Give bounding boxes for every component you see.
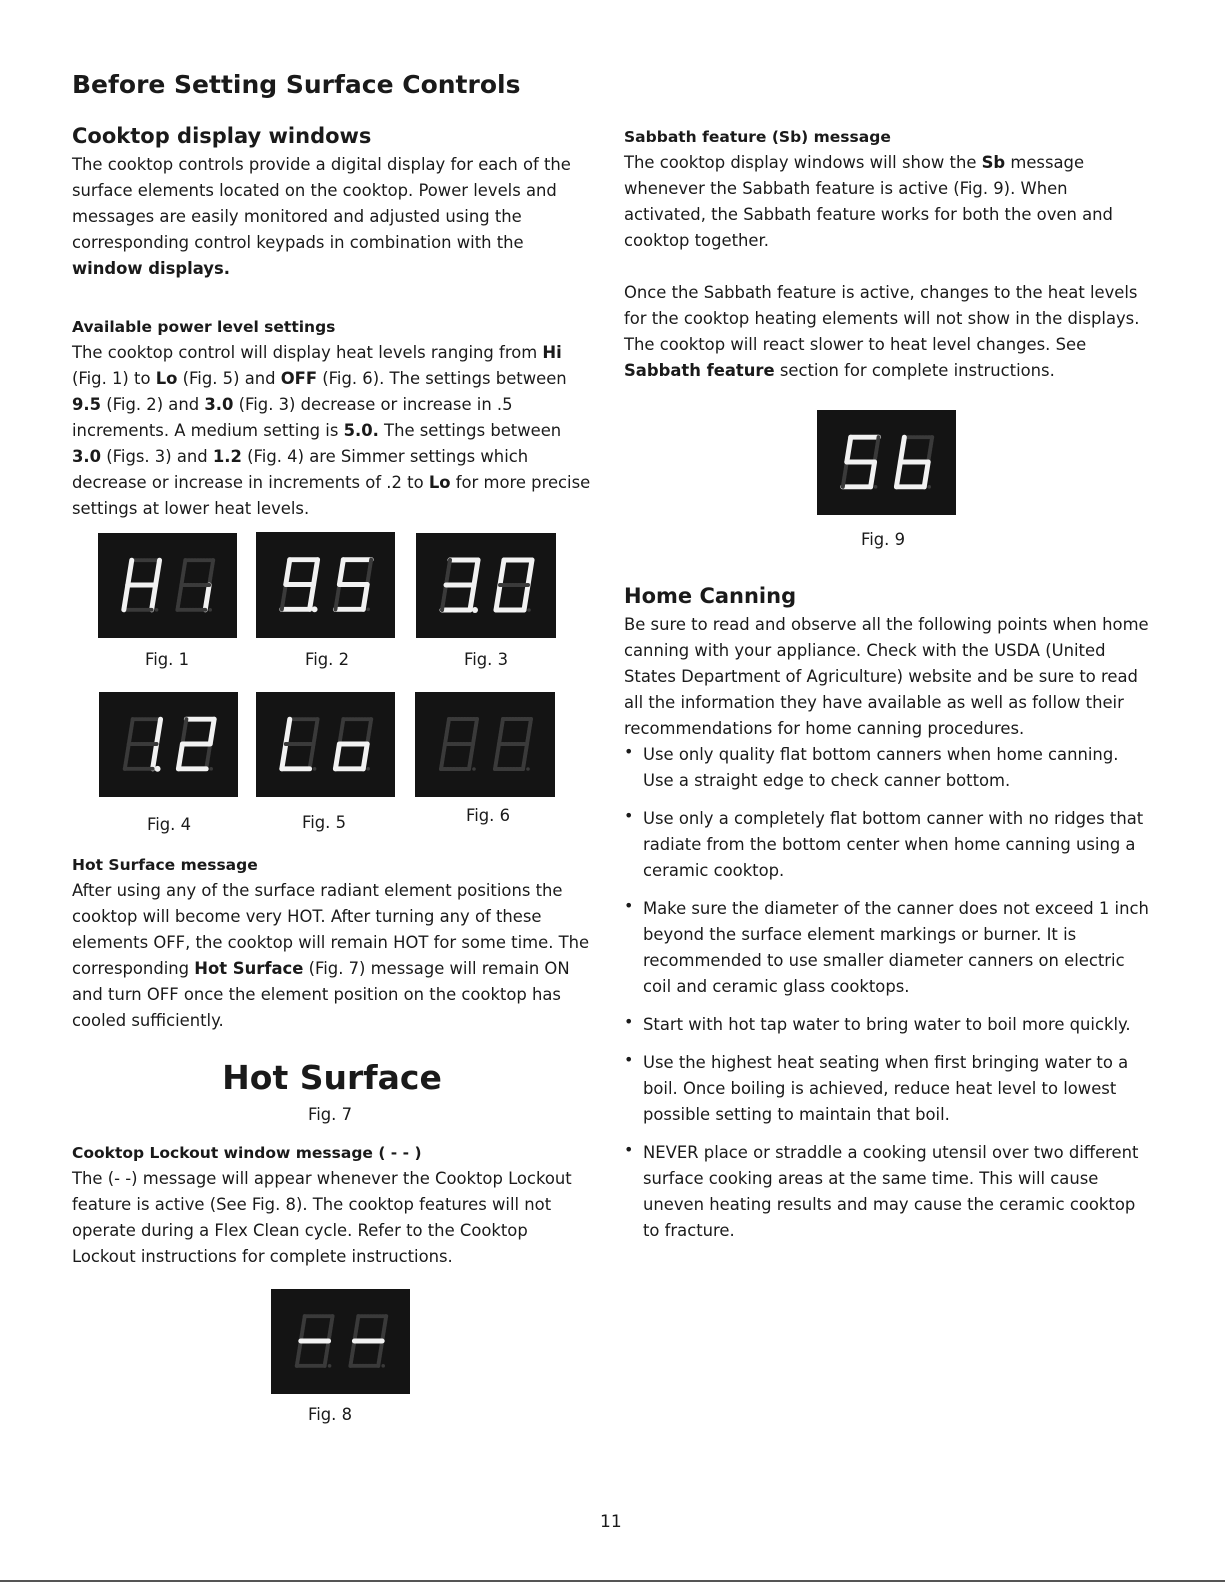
display-fig1 [98,533,237,638]
segment [152,585,156,610]
segment [495,744,499,769]
segment [339,719,343,744]
power-level-heading: Available power level settings [72,318,336,336]
segment [445,719,449,744]
canning-bullet [624,1140,1154,1244]
cooktop-display-text: The cooktop controls provide a digital display for each of the surface elements located on the cooktop. Power levels and messages are easily monitored and adjusted using the corresponding control keypads in combination with the window displays. [72,155,571,278]
segment [871,462,875,487]
segment [446,560,450,585]
decimal-dot [313,767,317,771]
sabbath-section [624,124,1154,384]
display-fig8 [271,1289,410,1394]
hot-surface-heading: Hot Surface message [72,856,258,874]
segment [339,560,343,585]
seven-segment-readout [271,1289,410,1394]
segment [896,462,900,487]
segment [367,560,371,585]
segment [329,1316,333,1341]
decimal-dot [155,766,161,772]
segment [367,719,371,744]
segment [382,1316,386,1341]
segment [156,560,160,585]
segment [282,744,286,769]
segment [473,719,477,744]
canning-bullet-text: Make sure the diameter of the canner does not exceed 1 inch beyond the surface element markings or burner. It is recommended to use smaller diameter canners on electric coil and ceramic glass cooktops. [643,899,1149,996]
segment [441,744,445,769]
sabbath-text-2: Once the Sabbath feature is active, changes to the heat levels for the cooktop heating elements will not show in the displays. The cooktop will react slower to heat level changes. See Sabbath feature section for complete instructions. [624,283,1140,380]
display-fig3 [416,533,556,638]
lockout-section [72,1140,592,1270]
seven-segment-readout [415,692,555,797]
segment [500,560,504,585]
fig4-caption: Fig. 4 [146,815,192,834]
segment [527,719,531,744]
canning-bullet [624,896,1154,1000]
seven-segment-readout [416,533,556,638]
power-level-section [72,314,592,522]
segment [286,560,290,585]
segment [354,1316,358,1341]
segment [182,719,186,744]
segment [350,1341,354,1366]
segment [301,1316,305,1341]
segment [496,585,500,610]
decimal-dot [526,767,530,771]
display-fig4 [99,692,238,797]
seven-segment-readout [256,692,395,797]
bullet-icon: • [624,896,634,915]
canning-bullet-text: Use the highest heat seating when first bringing water to a boil. Once boiling is achieved, reduce heat level to lowest possible setting to maintain that boil. [643,1053,1129,1124]
fig6-caption: Fig. 6 [465,806,511,825]
segment [335,585,339,610]
segment [181,560,185,585]
segment [282,585,286,610]
segment [209,560,213,585]
hot-surface-text: After using any of the surface radiant element positions the cooktop will become very HOT. After turning any of these elements OFF, the cooktop will remain HOT for some time. The corresponding Hot Surface (Fig. 7) message will remain ON and turn OFF once the element position on the cooktop has cooled sufficiently. [72,881,590,1030]
home-canning-heading: Home Canning [624,584,797,608]
segment [286,719,290,744]
seven-segment-readout [98,533,237,638]
segment [843,462,847,487]
bullet-icon: • [624,1140,634,1159]
decimal-dot [874,485,878,489]
segment [875,437,879,462]
cooktop-display-heading: Cooktop display windows [72,124,372,148]
sabbath-text-1: The cooktop display windows will show the Sb message whenever the Sabbath feature is active (Fig. 9). When activated, the Sabbath feature works for both the oven and cooktop together. [624,153,1113,250]
segment [900,437,904,462]
canning-bullet-text: NEVER place or straddle a cooking utensil over two different surface cooking areas at the same time. This will cause uneven heating results and may cause the ceramic cooktop to fracture. [643,1143,1139,1240]
fig3-caption: Fig. 3 [463,650,509,669]
fig7-caption: Fig. 7 [307,1105,353,1124]
segment [128,560,132,585]
segment [314,560,318,585]
segment [314,719,318,744]
segment [378,1341,382,1366]
segment [177,585,181,610]
segment [206,744,210,769]
seven-segment-readout [256,532,395,638]
segment [442,585,446,610]
decimal-dot [366,767,370,771]
power-level-text: The cooktop control will display heat levels ranging from Hi (Fig. 1) to Lo (Fig. 5) and OFF (Fig. 6). The settings between 9.5 (Fig. 2) and 3.0 (Fig. 3) decrease or increase in .5 increments. A medium setting is 5.0. The settings between 3.0 (Figs. 3) and 1.2 (Fig. 4) are Simmer settings which decrease or increase in increments of .2 to Lo for more precise settings at lower heat levels. [72,343,591,518]
segment [125,744,129,769]
decimal-dot [927,485,931,489]
display-fig9 [817,410,956,515]
canning-bullet [624,742,1154,794]
home-canning-section [624,584,1154,1256]
segment [528,560,532,585]
canning-bullet [624,1050,1154,1128]
segment [524,585,528,610]
seven-segment-readout [817,410,956,515]
decimal-dot [472,607,478,613]
decimal-dot [155,608,159,612]
segment [469,744,473,769]
segment [210,719,214,744]
segment [363,744,367,769]
fig5-caption: Fig. 5 [301,813,347,832]
decimal-dot [312,606,318,612]
page-title: Before Setting Surface Controls [72,70,521,99]
bullet-icon: • [624,742,634,761]
decimal-dot [381,1364,385,1368]
bottom-rule [0,1580,1225,1582]
segment [157,719,161,744]
display-fig5 [256,692,395,797]
segment [310,744,314,769]
fig2-caption: Fig. 2 [304,650,350,669]
canning-bullet-text: Use only quality flat bottom canners when home canning. Use a straight edge to check canner bottom. [643,745,1119,790]
bullet-icon: • [624,1050,634,1069]
home-canning-intro: Be sure to read and observe all the following points when home canning with your appliance. Check with the USDA (United States Department of Agriculture) website and be sure to read all the information they have available as well as follow their recommendations for home canning procedures. [624,615,1149,738]
segment [205,585,209,610]
seven-segment-readout [99,692,238,797]
canning-bullet-text: Use only a completely flat bottom canner with no ridges that radiate from the bottom center when home canning using a ceramic cooktop. [643,809,1144,880]
cooktop-display-section [72,124,592,282]
segment [124,585,128,610]
fig8-caption: Fig. 8 [307,1405,353,1424]
canning-bullet-text: Start with hot tap water to bring water to boil more quickly. [643,1015,1131,1034]
canning-bullet [624,1012,1154,1038]
bullet-icon: • [624,1012,634,1031]
fig9-caption: Fig. 9 [860,530,906,549]
display-fig2 [256,532,395,638]
fig1-caption: Fig. 1 [144,650,190,669]
segment [310,585,314,610]
lockout-text: The (- -) message will appear whenever the Cooktop Lockout feature is active (See Fig. 8). The cooktop features will not operate during a Flex Clean cycle. Refer to the Cooktop Lockout instructions for complete instructions. [72,1169,572,1266]
segment [847,437,851,462]
page-number: 11 [600,1512,622,1532]
canning-bullet-list [624,742,1154,1244]
decimal-dot [472,767,476,771]
bullet-icon: • [624,806,634,825]
display-fig6 [415,692,555,797]
lockout-heading: Cooktop Lockout window message ( - - ) [72,1144,422,1162]
segment [928,437,932,462]
segment [470,585,474,610]
decimal-dot [208,608,212,612]
decimal-dot [527,608,531,612]
sabbath-heading: Sabbath feature (Sb) message [624,128,891,146]
canning-bullet [624,806,1154,884]
decimal-dot [209,767,213,771]
segment [523,744,527,769]
segment [129,719,133,744]
segment [499,719,503,744]
segment [297,1341,301,1366]
segment [153,744,157,769]
segment [325,1341,329,1366]
segment [924,462,928,487]
segment [474,560,478,585]
hot-surface-display: Hot Surface [222,1058,442,1097]
segment [363,585,367,610]
decimal-dot [366,608,370,612]
segment [178,744,182,769]
decimal-dot [328,1364,332,1368]
hot-surface-section [72,852,592,1034]
segment [335,744,339,769]
